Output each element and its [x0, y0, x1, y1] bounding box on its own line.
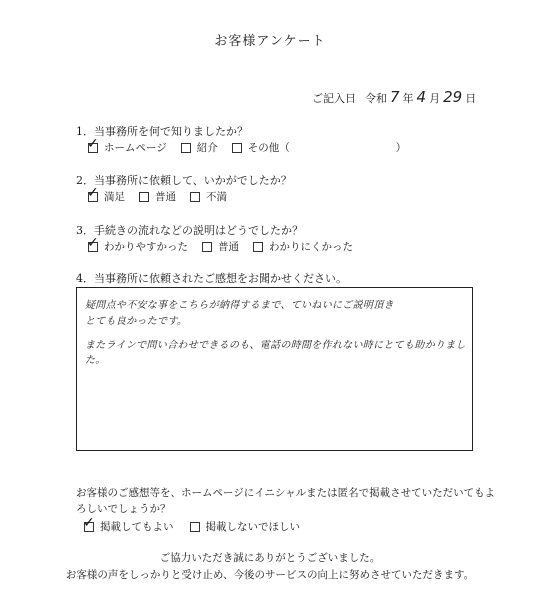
date-month-unit: 月: [429, 92, 441, 105]
consent-allow-checkbox[interactable]: [84, 522, 94, 532]
q3-option-clear-checkbox[interactable]: [88, 242, 98, 252]
question-1: 1．当事務所を何で知りましたか？: [76, 125, 248, 138]
comment-box[interactable]: [76, 287, 473, 451]
comment-line-1: 疑問点や不安な事をこちらが納得するまで、ていねいにご説明頂き: [85, 300, 394, 311]
consent-question-line-2: ろしいでしょうか？: [76, 503, 171, 515]
q2-option-normal-label: 普通: [155, 191, 176, 203]
consent-deny-checkbox[interactable]: [190, 522, 200, 532]
thanks-line-1: ご協力いただき誠にありがとうございました。: [159, 552, 381, 564]
date-day: 29: [443, 88, 463, 106]
date-year: 7: [390, 88, 400, 106]
q1-option-other-label: その他（: [247, 142, 290, 154]
q2-option-dissatisfied-label: 不満: [206, 191, 227, 203]
thanks-line-2: お客様の声をしっかりと受け止め、今後のサービスの向上に努めさせていただきます。: [65, 569, 475, 581]
consent-question-line-1: お客様のご感想等を、ホームページにイニシャルまたは匿名で掲載させていただいてもよ: [76, 487, 496, 499]
date-label: ご記入日: [312, 92, 356, 105]
q1-option-other-checkbox[interactable]: [232, 143, 242, 153]
comment-line-2: とても良かったです。: [85, 316, 188, 327]
consent-deny-label: 掲載しないでほしい: [205, 521, 300, 533]
date-year-unit: 年: [402, 92, 414, 105]
q2-option-dissatisfied-checkbox[interactable]: [190, 192, 200, 202]
date-day-unit: 日: [465, 92, 477, 105]
q3-option-normal-label: 普通: [218, 241, 239, 253]
entry-date: [312, 88, 476, 106]
consent-options: [84, 519, 300, 534]
consent-allow-label: 掲載してもよい: [100, 521, 174, 533]
question-2-options: [88, 189, 227, 204]
q1-option-referral-checkbox[interactable]: [181, 143, 191, 153]
q3-option-normal-checkbox[interactable]: [202, 242, 212, 252]
question-4: 4．当事務所に依頼されたご感想をお聞かせください。: [76, 272, 347, 285]
page-title: お客様アンケート: [214, 34, 326, 49]
q3-option-unclear-label: わかりにくかった: [269, 241, 353, 253]
q2-option-satisfied-checkbox[interactable]: [88, 192, 98, 202]
comment-line-3: またラインで問い合わせできるのも、電話の時間を作れない時にとても助かりました。: [85, 340, 466, 366]
q1-option-homepage-label: ホームページ: [104, 142, 167, 154]
q2-option-satisfied-label: 満足: [104, 191, 125, 203]
q1-option-homepage-checkbox[interactable]: [88, 143, 98, 153]
question-3: 3．手続きの流れなどの説明はどうでしたか？: [76, 224, 303, 237]
q2-option-normal-checkbox[interactable]: [139, 192, 149, 202]
q3-option-unclear-checkbox[interactable]: [253, 242, 263, 252]
date-month: 4: [416, 88, 427, 106]
question-1-options: [88, 140, 406, 155]
date-era: 令和: [365, 92, 387, 105]
q1-option-other-close: ）: [395, 142, 407, 154]
question-2: 2．当事務所に依頼して、いかがでしたか？: [76, 174, 292, 187]
q1-option-referral-label: 紹介: [196, 142, 218, 154]
question-3-options: [88, 239, 353, 254]
q3-option-clear-label: わかりやすかった: [104, 241, 188, 253]
